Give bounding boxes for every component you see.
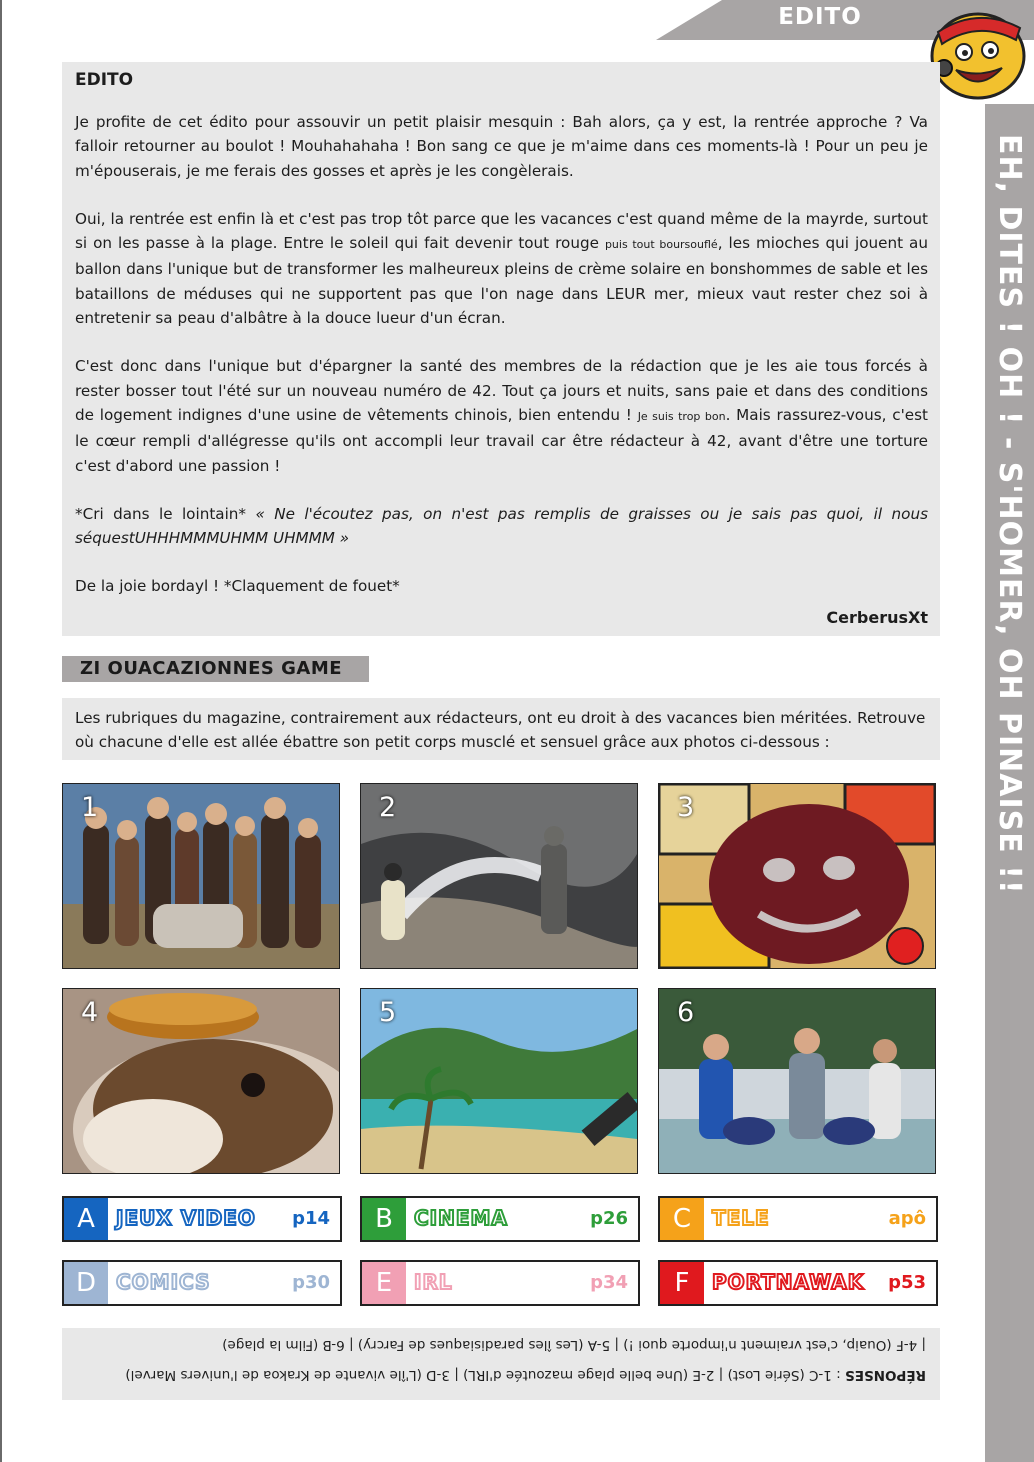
answer-page: p26 bbox=[590, 1208, 628, 1229]
answer-rubric-name: JEUX VIDEO bbox=[116, 1206, 256, 1230]
edito-paragraph-4: *Cri dans le lointain* « Ne l'écoutez pas, on n'est pas remplis de graisses ou je sais pas quoi, il nous séquestUHHHMMMUHMM UHMMM » bbox=[75, 504, 928, 548]
photo-number-2: 2 bbox=[379, 792, 397, 823]
game-section-title: ZI OUACAZIONNES GAME bbox=[62, 656, 369, 682]
answer-rubric-name: TELE bbox=[712, 1206, 770, 1230]
answer-a-jeux-video bbox=[62, 1196, 342, 1242]
answer-page: apô bbox=[888, 1208, 926, 1229]
side-banner bbox=[985, 104, 1034, 1462]
photo-number-1: 1 bbox=[81, 792, 99, 823]
answer-rubric-name: COMICS bbox=[116, 1270, 211, 1294]
answer-letter: E bbox=[362, 1262, 406, 1304]
answer-c-tele bbox=[658, 1196, 938, 1242]
page-left-edge bbox=[0, 0, 2, 1462]
answer-letter: D bbox=[64, 1262, 108, 1304]
photo-6 bbox=[658, 988, 936, 1174]
edito-paragraph-2: Oui, la rentrée est enfin là et c'est pas trop tôt parce que les vacances c'est quand même de la mayrde, surtout si on les passe à la plage. Entre le soleil qui fait devenir tout rouge puis tout boursouflé, les mioches qui jouent au ballon dans l'unique but de transformer les malheureux pleins de crème solaire en bonshommes de sable et les bataillons de méduses qui ne supportent pas que l'on nage dans LEUR mer, mieux vaut rester chez soi à entretenir sa peau d'albâtre à la douce lueur d'un écran. bbox=[75, 209, 928, 328]
photo-2 bbox=[360, 783, 638, 969]
answers-upside-down bbox=[62, 1328, 940, 1400]
answer-e-irl bbox=[360, 1260, 640, 1306]
game-intro-text: Les rubriques du magazine, contrairement aux rédacteurs, ont eu droit à des vacances bien méritées. Retrouve où chacune d'elle est allée ébattre son petit corps musclé et sensuel grâce aux photos ci-dessous : bbox=[75, 709, 926, 752]
answer-page: p30 bbox=[292, 1272, 330, 1293]
photo-number-5: 5 bbox=[379, 997, 397, 1028]
answer-letter: C bbox=[660, 1198, 704, 1240]
edito-signature: CerberusXt bbox=[826, 608, 928, 627]
answer-letter: A bbox=[64, 1198, 108, 1240]
answer-page: p14 bbox=[292, 1208, 330, 1229]
photo-3 bbox=[658, 783, 936, 969]
edito-body bbox=[75, 110, 928, 623]
edito-paragraph-1: Je profite de cet édito pour assouvir un petit plaisir mesquin : Bah alors, ça y est, la rentrée approche ? Va falloir retourner au boulot ! Mouhahahaha ! Bon sang ce que je m'aime dans ces moments-là ! Pour un peu je m'épouserais, je me ferais des gosses et après je les congèlerais. bbox=[75, 113, 928, 180]
edito-title: EDITO bbox=[75, 70, 134, 90]
answer-f-portnawak bbox=[658, 1260, 938, 1306]
edito-paragraph-3: C'est donc dans l'unique but d'épargner la santé des membres de la rédaction que je les aie tous forcés à rester bosser tout l'été sur un nouveau numéro de 42. Tout ça jours et nuits, sans paie et dans des conditions de logement indignes d'une usine de vêtements chinois, bien entendu ! Je suis trop bon. Mais rassurez-vous, c'est le cœur rempli d'allégresse qu'ils ont accompli leur travail car être rédacteur à 42, avant d'être une torture c'est d'abord une passion ! bbox=[75, 357, 928, 475]
answers-line-2: | 4-F (Ouaip, c'est vraiment n'importe quoi !) | 5-A (Les îles paradisiaques de Farcry) | 6-B (Film la plage) bbox=[222, 1337, 926, 1353]
answers-panel bbox=[62, 1328, 940, 1400]
photo-4 bbox=[62, 988, 340, 1174]
photo-1 bbox=[62, 783, 340, 969]
photo-number-3: 3 bbox=[677, 792, 695, 823]
answer-page: p34 bbox=[590, 1272, 628, 1293]
answer-letter: F bbox=[660, 1262, 704, 1304]
header-label: EDITO bbox=[778, 4, 862, 30]
answer-d-comics bbox=[62, 1260, 342, 1306]
edito-paragraph-5: De la joie bordayl ! *Claquement de fouet* bbox=[75, 577, 400, 596]
photo-5 bbox=[360, 988, 638, 1174]
answer-rubric-name: IRL bbox=[414, 1270, 453, 1294]
answer-page: p53 bbox=[888, 1272, 926, 1293]
side-banner-text: EH, DITES ! OH ! - S'HOMER, OH PINAISE !! bbox=[992, 134, 1027, 895]
game-intro-panel bbox=[62, 698, 940, 760]
photo-number-6: 6 bbox=[677, 997, 695, 1028]
edito-panel bbox=[62, 62, 940, 636]
answer-rubric-name: PORTNAWAK bbox=[712, 1270, 865, 1294]
answer-b-cinema bbox=[360, 1196, 640, 1242]
answers-line-1: RÉPONSES : 1-C (Série Lost) | 2-E (Une belle plage mazoutée d'IRL) | 3-D (L'île vivante de Krakoa de l'univers Marvel) bbox=[125, 1367, 926, 1383]
photo-number-4: 4 bbox=[81, 997, 99, 1028]
answers-label: RÉPONSES bbox=[845, 1367, 926, 1383]
answer-letter: B bbox=[362, 1198, 406, 1240]
answer-rubric-name: CINEMA bbox=[414, 1206, 508, 1230]
